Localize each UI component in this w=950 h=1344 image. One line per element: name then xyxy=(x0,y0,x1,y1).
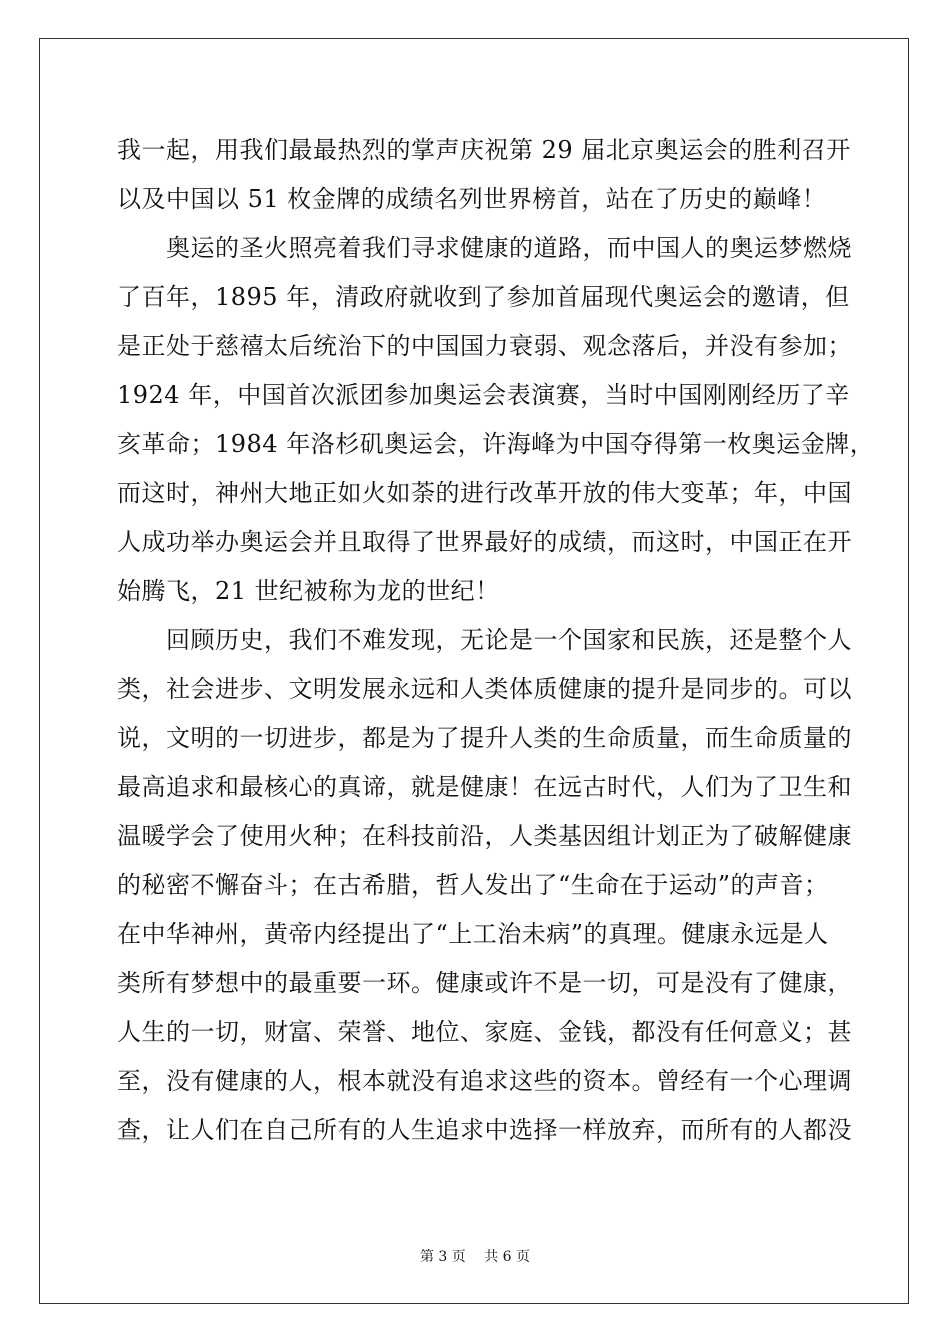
text-line: 奥运的圣火照亮着我们寻求健康的道路，而中国人的奥运梦燃烧 xyxy=(117,234,852,262)
text-line: 的秘密不懈奋斗；在古希腊，哲人发出了“生命在于运动”的声音； xyxy=(117,871,829,899)
text-line: 回顾历史，我们不难发现，无论是一个国家和民族，还是整个人 xyxy=(117,626,852,654)
text-line: 是正处于慈禧太后统治下的中国国力衰弱、观念落后，并没有参加； xyxy=(117,332,852,360)
text-line: 人生的一切，财富、荣誉、地位、家庭、金钱，都没有任何意义；甚 xyxy=(117,1018,852,1046)
text-line: 人成功举办奥运会并且取得了世界最好的成绩，而这时，中国正在开 xyxy=(117,528,852,556)
text-line: 类所有梦想中的最重要一环。健康或许不是一切，可是没有了健康， xyxy=(117,969,852,997)
text-line: 亥革命；1984 年洛杉矶奥运会，许海峰为中国夺得第一枚奥运金牌， xyxy=(117,430,875,458)
text-line: 1924 年，中国首次派团参加奥运会表演赛，当时中国刚刚经历了辛 xyxy=(117,381,850,409)
text-line: 了百年，1895 年，清政府就收到了参加首届现代奥运会的邀请，但 xyxy=(117,283,850,311)
text-line: 说，文明的一切进步，都是为了提升人类的生命质量，而生命质量的 xyxy=(117,724,852,752)
text-line: 类，社会进步、文明发展永远和人类体质健康的提升是同步的。可以 xyxy=(117,675,852,703)
body-text xyxy=(117,126,875,1155)
text-line: 查，让人们在自己所有的人生追求中选择一样放弃，而所有的人都没 xyxy=(117,1116,852,1144)
text-line: 在中华神州，黄帝内经提出了“上工治未病”的真理。健康永远是人 xyxy=(117,920,829,948)
text-line: 最高追求和最核心的真谛，就是健康！在远古时代，人们为了卫生和 xyxy=(117,773,852,801)
text-line: 至，没有健康的人，根本就没有追求这些的资本。曾经有一个心理调 xyxy=(117,1067,852,1095)
text-line: 以及中国以 51 枚金牌的成绩名列世界榜首，站在了历史的巅峰！ xyxy=(117,185,827,213)
text-line: 而这时，神州大地正如火如荼的进行改革开放的伟大变革；年，中国 xyxy=(117,479,852,507)
text-line: 温暖学会了使用火种；在科技前沿，人类基因组计划正为了破解健康 xyxy=(117,822,852,850)
page-number-footer: 第 3 页 共 6 页 xyxy=(419,1249,531,1265)
text-line: 我一起，用我们最最热烈的掌声庆祝第 29 届北京奥运会的胜利召开 xyxy=(117,136,851,164)
text-line: 始腾飞，21 世纪被称为龙的世纪！ xyxy=(117,577,500,605)
